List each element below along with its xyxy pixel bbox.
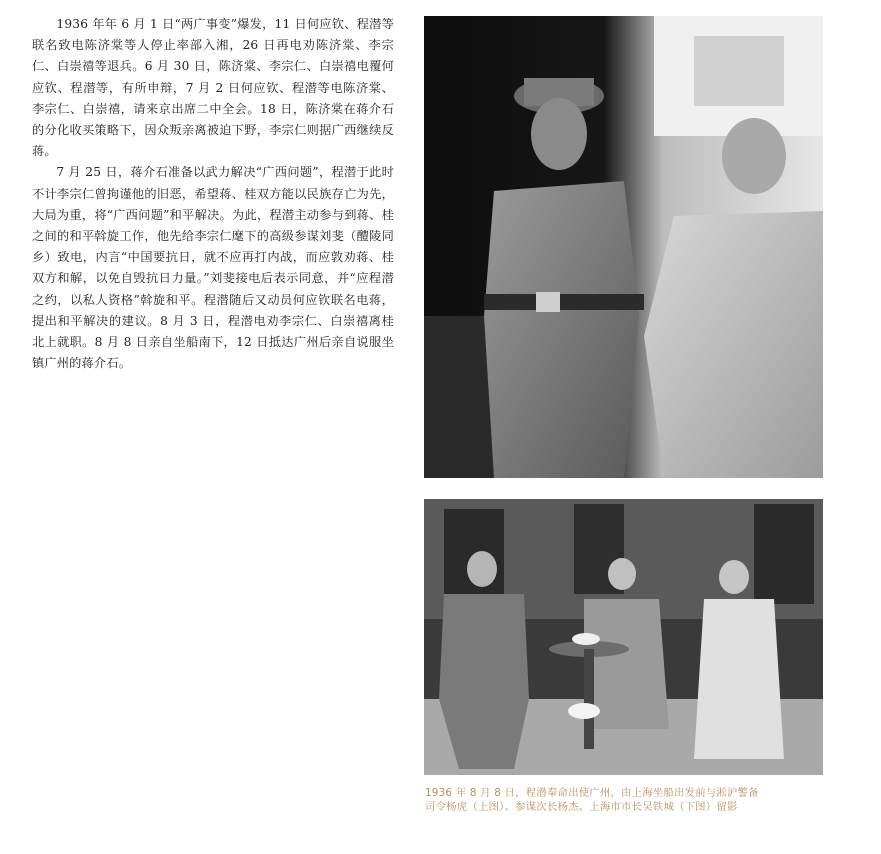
bottom-photo	[424, 499, 823, 775]
top-photo	[424, 16, 823, 478]
photo-caption	[425, 786, 825, 814]
paragraph-1: 1936 年年 6 月 1 日“两广事变”爆发，11 日何应钦、程潜等联名致电陈济棠等人停止率部入湘，26 日再电劝陈济棠、李宗仁、白崇禧等退兵。6 月 30 日，陈济棠、李宗仁、白崇禧电覆何应钦、程潜等，有所申辩，7 月 2 日何应钦、程潜等电陈济棠、李宗仁、白崇禧，请来京出席二中全会。18 日，陈济棠在蒋介石的分化收买策略下，因众叛亲离被迫下野，李宗仁则据广西继续反蒋。	[32, 17, 394, 159]
paragraph-2: 7 月 25 日，蒋介石准备以武力解决“广西问题”，程潜于此时不计李宗仁曾拘谨他的旧恶，希望蒋、桂双方能以民族存亡为先，大局为重，将“广西问题”和平解决。为此，程潜主动参与到蒋、桂之间的和平斡旋工作，他先给李宗仁麾下的高级参谋刘斐（醴陵同乡）致电，内言“中国要抗日，就不应再打内战，而应敦劝蒋、桂双方和解，以免自毁抗日力量。”刘斐接电后表示同意，并“应程潜之约，以私人资格”斡旋和平。程潜随后又动员何应钦联名电蒋，提出和平解决的建议。8 月 3 日，程潜电劝李宗仁、白崇禧离桂北上就职。8 月 8 日亲自坐船南下，12 日抵达广州后亲自说服坐镇广州的蒋介石。	[32, 165, 394, 371]
bottom-photo-image	[424, 499, 823, 775]
article-body	[32, 14, 394, 374]
caption-line-2: 司令杨虎（上图）、参谋次长杨杰、上海市市长吴铁城（下图）留影	[425, 801, 738, 813]
caption-line-1: 1936 年 8 月 8 日，程潜奉命出使广州，由上海坐船出发前与淞沪警备	[425, 787, 759, 799]
top-photo-image	[424, 16, 823, 478]
